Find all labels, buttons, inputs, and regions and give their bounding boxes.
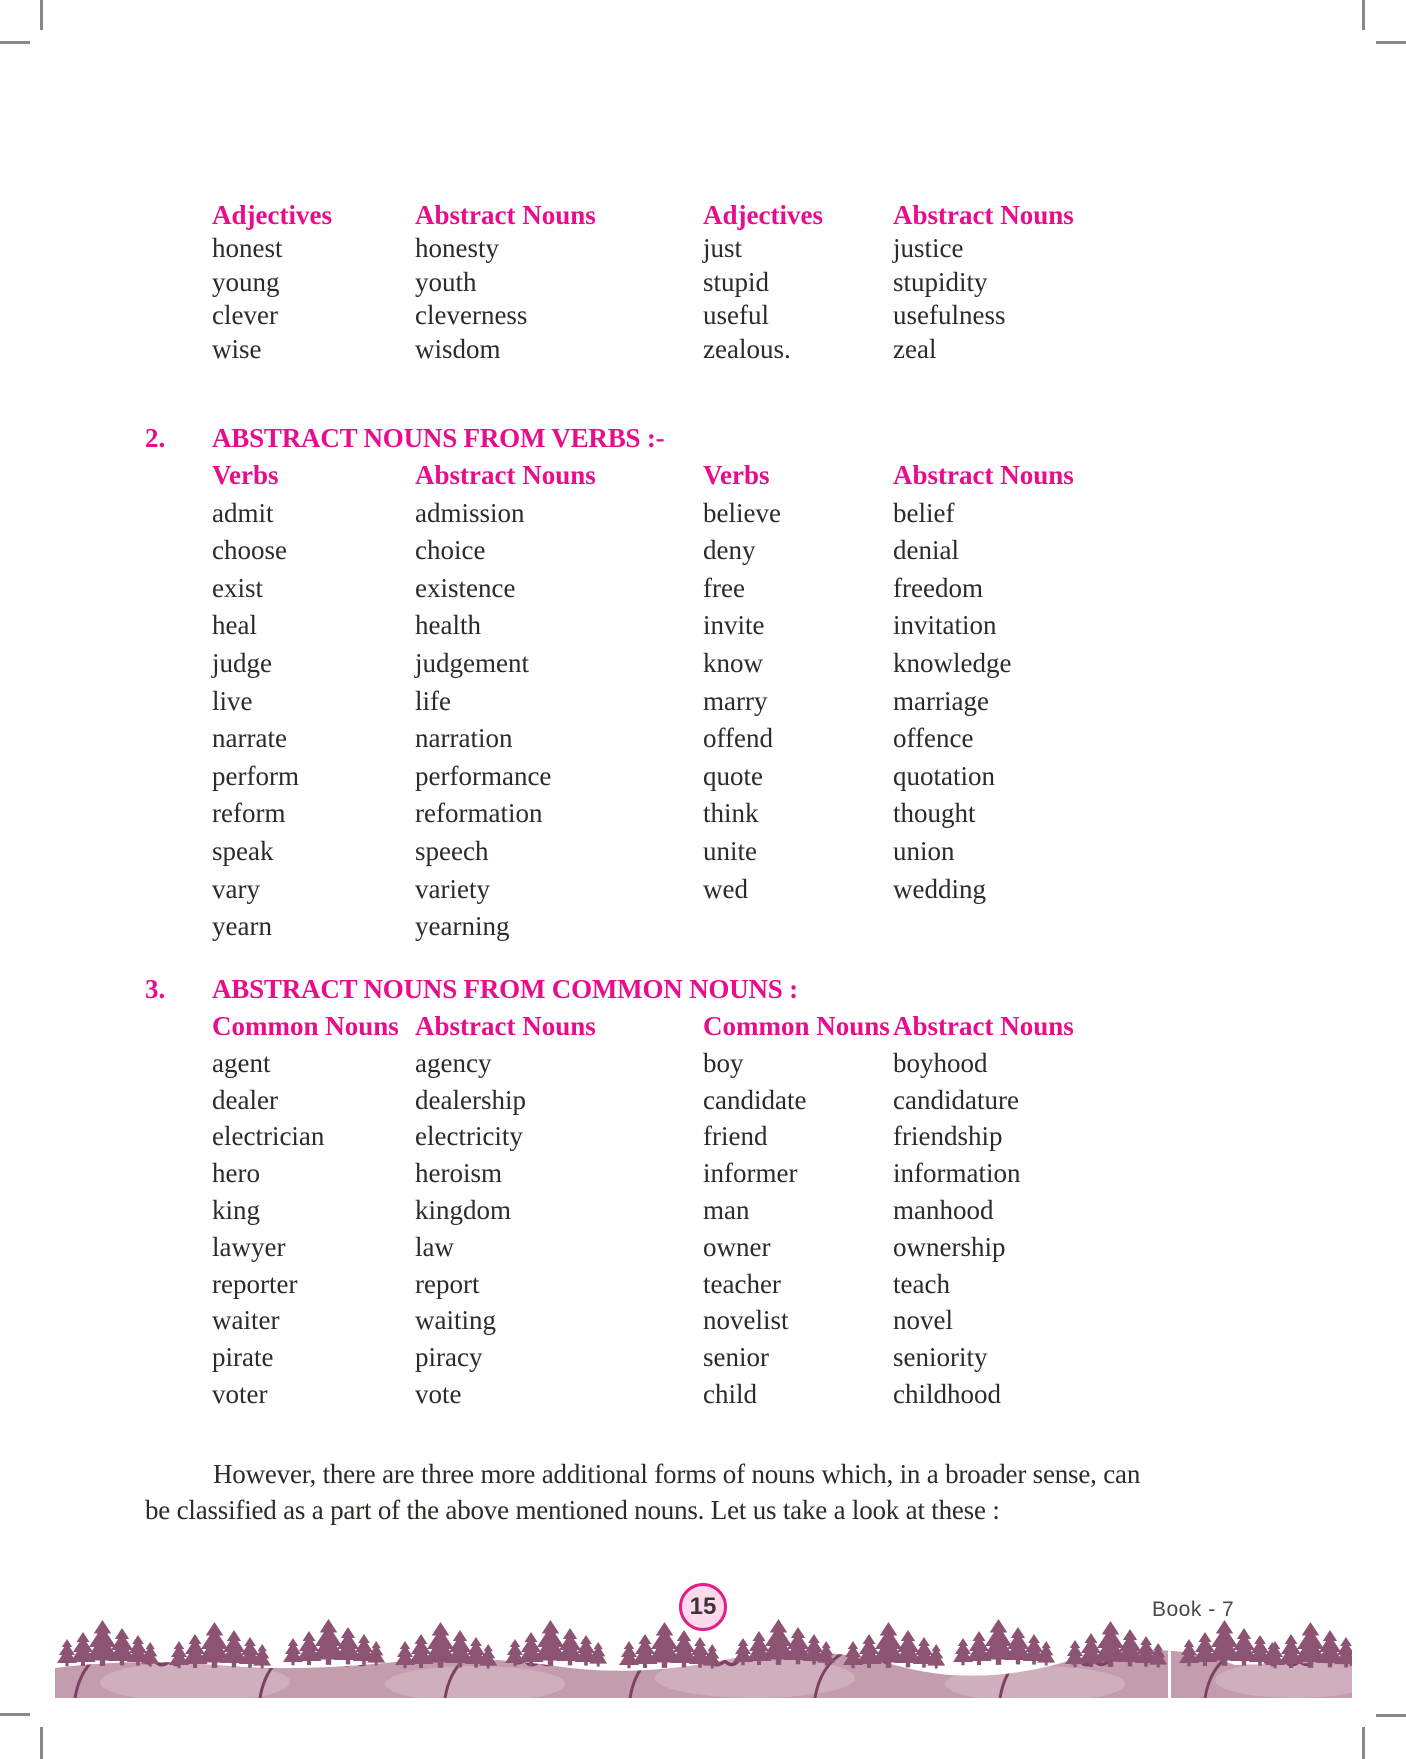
table-cell: vote bbox=[415, 1378, 462, 1409]
table-cell: knowledge bbox=[893, 647, 1012, 678]
book-label: Book - 7 bbox=[1152, 1598, 1235, 1621]
table-cell: electricity bbox=[415, 1121, 523, 1152]
table-cell: friend bbox=[703, 1121, 768, 1152]
table-cell: choice bbox=[415, 535, 486, 566]
table-cell: think bbox=[703, 798, 759, 829]
adjectives-table-section bbox=[212, 199, 1123, 366]
column-header: Common Nouns bbox=[703, 1011, 890, 1041]
table-cell: lawyer bbox=[212, 1231, 286, 1262]
table-cell: thought bbox=[893, 798, 976, 829]
table-cell: live bbox=[212, 685, 253, 716]
table-cell: existence bbox=[415, 572, 516, 603]
table-cell: unite bbox=[703, 835, 757, 866]
page-number: 15 bbox=[689, 1593, 717, 1620]
table-cell: zeal bbox=[893, 333, 937, 364]
table-cell: waiter bbox=[212, 1305, 280, 1336]
table-cell: boy bbox=[703, 1047, 744, 1078]
column-header: Abstract Nouns bbox=[415, 1011, 596, 1041]
table-cell: report bbox=[415, 1268, 480, 1299]
table-cell: admission bbox=[415, 497, 525, 528]
table-cell: belief bbox=[893, 497, 955, 528]
table-cell: young bbox=[212, 266, 280, 297]
table-cell: reform bbox=[212, 798, 286, 829]
table-cell: stupidity bbox=[893, 266, 988, 297]
table-cell: candidature bbox=[893, 1084, 1019, 1115]
abstract-nouns-from-common-nouns-section bbox=[145, 970, 1123, 1413]
table-cell: law bbox=[415, 1231, 454, 1262]
table-cell: seniority bbox=[893, 1342, 988, 1373]
table-cell: free bbox=[703, 572, 745, 603]
column-header: Abstract Nouns bbox=[893, 200, 1074, 230]
table-cell: know bbox=[703, 647, 763, 678]
crop-mark bbox=[1376, 41, 1406, 44]
column-header: Abstract Nouns bbox=[893, 460, 1074, 490]
table-cell: vary bbox=[212, 873, 260, 904]
body-paragraph: However, there are three more additional forms of nouns which, in a broader sense, can be classified as a part of the above mentioned nouns. Let us take a look at these : bbox=[145, 1459, 1141, 1526]
table-cell bbox=[703, 908, 893, 946]
abstract-nouns-from-verbs-section bbox=[145, 419, 1123, 946]
table-cell: owner bbox=[703, 1231, 771, 1262]
crop-mark bbox=[0, 41, 30, 44]
table-cell: child bbox=[703, 1378, 757, 1409]
column-header: Abstract Nouns bbox=[415, 460, 596, 490]
table-cell: wise bbox=[212, 333, 262, 364]
verbs-abstract-nouns-table bbox=[212, 457, 1123, 946]
table-cell: hero bbox=[212, 1158, 260, 1189]
table-cell: information bbox=[893, 1158, 1021, 1189]
table-cell: youth bbox=[415, 266, 477, 297]
table-cell: usefulness bbox=[893, 300, 1006, 331]
crop-mark bbox=[40, 1727, 43, 1759]
table-cell: marriage bbox=[893, 685, 989, 716]
table-cell: speak bbox=[212, 835, 274, 866]
column-header: Adjectives bbox=[703, 200, 823, 230]
table-cell: man bbox=[703, 1194, 750, 1225]
table-cell: waiting bbox=[415, 1305, 496, 1336]
table-cell: teacher bbox=[703, 1268, 781, 1299]
table-cell: yearn bbox=[212, 911, 272, 942]
table-cell: childhood bbox=[893, 1378, 1001, 1409]
table-cell: cleverness bbox=[415, 300, 528, 331]
table-cell: dealership bbox=[415, 1084, 526, 1115]
table-cell: agent bbox=[212, 1047, 271, 1078]
table-cell: friendship bbox=[893, 1121, 1003, 1152]
table-cell: boyhood bbox=[893, 1047, 988, 1078]
table-cell: invitation bbox=[893, 610, 997, 641]
crop-mark bbox=[40, 0, 43, 30]
table-cell: candidate bbox=[703, 1084, 807, 1115]
table-cell: clever bbox=[212, 300, 278, 331]
table-cell: narration bbox=[415, 723, 513, 754]
column-header: Verbs bbox=[703, 460, 770, 490]
table-cell: useful bbox=[703, 300, 769, 331]
page-number-badge bbox=[679, 1583, 727, 1631]
table-cell: judgement bbox=[415, 647, 529, 678]
table-cell: voter bbox=[212, 1378, 268, 1409]
table-cell: wisdom bbox=[415, 333, 501, 364]
table-cell: stupid bbox=[703, 266, 770, 297]
table-cell: honest bbox=[212, 233, 283, 264]
table-cell: novel bbox=[893, 1305, 953, 1336]
table-cell: king bbox=[212, 1194, 261, 1225]
table-cell: quotation bbox=[893, 760, 995, 791]
table-cell: choose bbox=[212, 535, 287, 566]
table-cell: denial bbox=[893, 535, 959, 566]
table-cell: believe bbox=[703, 497, 781, 528]
table-cell: zealous. bbox=[703, 333, 791, 364]
crop-mark bbox=[1362, 0, 1365, 30]
table-cell: wed bbox=[703, 873, 748, 904]
table-cell: ownership bbox=[893, 1231, 1006, 1262]
table-cell: perform bbox=[212, 760, 299, 791]
table-cell: exist bbox=[212, 572, 263, 603]
section-title: ABSTRACT NOUNS FROM VERBS :- bbox=[212, 423, 665, 453]
table-cell: quote bbox=[703, 760, 763, 791]
section-title: ABSTRACT NOUNS FROM COMMON NOUNS : bbox=[212, 974, 798, 1004]
table-cell: union bbox=[893, 835, 955, 866]
table-cell: marry bbox=[703, 685, 768, 716]
table-cell: senior bbox=[703, 1342, 769, 1373]
crop-mark bbox=[0, 1713, 30, 1716]
table-cell: reporter bbox=[212, 1268, 298, 1299]
table-cell: life bbox=[415, 685, 451, 716]
table-cell: heroism bbox=[415, 1158, 502, 1189]
table-cell: yearning bbox=[415, 911, 510, 942]
column-header: Common Nouns bbox=[212, 1011, 399, 1041]
table-cell: novelist bbox=[703, 1305, 789, 1336]
column-header: Verbs bbox=[212, 460, 279, 490]
table-cell: freedom bbox=[893, 572, 983, 603]
table-cell bbox=[893, 908, 1123, 946]
adjectives-abstract-nouns-table bbox=[212, 199, 1123, 366]
table-cell: justice bbox=[893, 233, 964, 264]
table-cell: just bbox=[703, 233, 743, 264]
table-cell: kingdom bbox=[415, 1194, 512, 1225]
table-cell: electrician bbox=[212, 1121, 325, 1152]
table-cell: wedding bbox=[893, 873, 986, 904]
table-cell: teach bbox=[893, 1268, 950, 1299]
column-header: Abstract Nouns bbox=[893, 1011, 1074, 1041]
table-cell: variety bbox=[415, 873, 490, 904]
table-cell: judge bbox=[212, 647, 272, 678]
table-cell: honesty bbox=[415, 233, 499, 264]
table-cell: informer bbox=[703, 1158, 798, 1189]
table-cell: offend bbox=[703, 723, 773, 754]
column-header: Abstract Nouns bbox=[415, 200, 596, 230]
section-number: 2. bbox=[145, 423, 166, 453]
table-cell: admit bbox=[212, 497, 274, 528]
table-cell: invite bbox=[703, 610, 765, 641]
table-cell: deny bbox=[703, 535, 756, 566]
table-cell: dealer bbox=[212, 1084, 278, 1115]
table-cell: heal bbox=[212, 610, 257, 641]
column-header: Adjectives bbox=[212, 200, 332, 230]
table-cell: speech bbox=[415, 835, 489, 866]
common-nouns-abstract-nouns-table bbox=[212, 1008, 1123, 1413]
table-cell: pirate bbox=[212, 1342, 274, 1373]
table-cell: reformation bbox=[415, 798, 543, 829]
table-cell: piracy bbox=[415, 1342, 483, 1373]
section-number: 3. bbox=[145, 974, 166, 1004]
table-cell: agency bbox=[415, 1047, 492, 1078]
crop-mark bbox=[1362, 1727, 1365, 1759]
crop-mark bbox=[1376, 1714, 1406, 1717]
table-cell: health bbox=[415, 610, 481, 641]
table-cell: manhood bbox=[893, 1194, 994, 1225]
table-cell: narrate bbox=[212, 723, 287, 754]
table-cell: performance bbox=[415, 760, 552, 791]
table-cell: offence bbox=[893, 723, 974, 754]
